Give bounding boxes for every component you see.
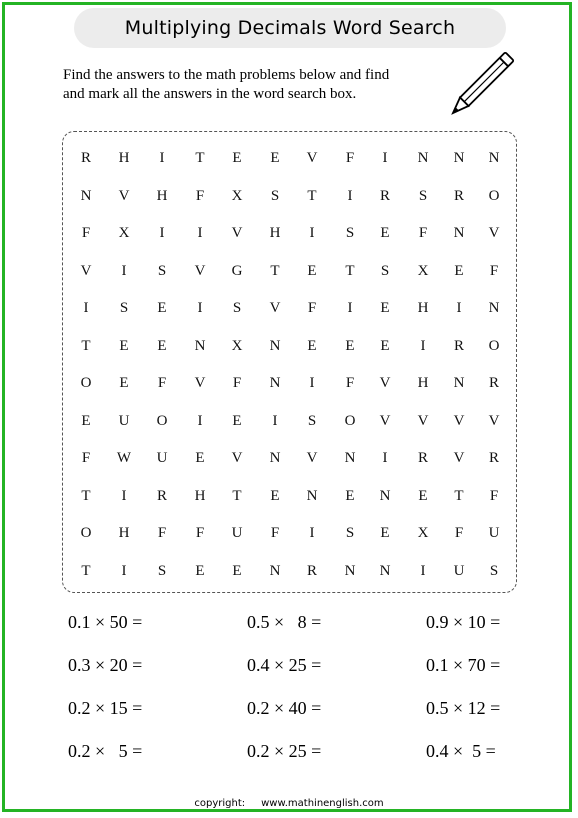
grid-letter[interactable]: V	[453, 412, 465, 429]
grid-letter[interactable]: V	[269, 300, 281, 316]
grid-letter[interactable]: F	[232, 375, 242, 391]
grid-letter[interactable]: R	[417, 450, 428, 466]
math-problem: 0.2 × 40 =	[247, 698, 322, 718]
grid-letter[interactable]: I	[197, 412, 203, 429]
grid-letter[interactable]: R	[379, 187, 390, 204]
grid-letter[interactable]: E	[380, 300, 390, 316]
math-problem: 0.3 × 20 =	[68, 655, 143, 675]
grid-letter[interactable]: O	[80, 525, 92, 541]
problem-list	[0, 610, 578, 770]
grid-letter[interactable]: E	[307, 337, 317, 354]
grid-letter[interactable]: N	[379, 562, 391, 579]
grid-letter[interactable]: S	[157, 562, 167, 579]
grid-letter[interactable]: S	[157, 262, 167, 279]
grid-letter[interactable]: F	[195, 187, 205, 204]
grid-letter[interactable]: E	[418, 487, 428, 504]
grid-letter[interactable]: F	[81, 225, 91, 241]
grid-letter[interactable]: T	[81, 562, 91, 579]
grid-letter[interactable]: I	[121, 487, 127, 504]
grid-row	[63, 523, 516, 543]
grid-letter[interactable]: U	[488, 525, 500, 541]
grid-letter[interactable]: F	[270, 525, 280, 541]
grid-letter[interactable]: U	[453, 562, 465, 579]
grid-letter[interactable]: I	[309, 525, 315, 541]
grid-letter[interactable]: S	[232, 300, 242, 316]
grid-letter[interactable]: T	[345, 262, 355, 279]
title-banner	[74, 8, 506, 48]
grid-letter[interactable]: V	[231, 225, 243, 241]
math-problem: 0.1 × 70 =	[426, 655, 501, 675]
grid-letter[interactable]: F	[418, 225, 428, 241]
grid-letter[interactable]: T	[81, 337, 91, 354]
grid-letter[interactable]: I	[309, 375, 315, 391]
grid-letter[interactable]: N	[488, 150, 500, 166]
grid-letter[interactable]: N	[379, 487, 391, 504]
page-title: Multiplying Decimals Word Search	[124, 17, 456, 39]
grid-letter[interactable]: V	[306, 450, 318, 466]
grid-letter[interactable]: N	[453, 375, 465, 391]
grid-letter[interactable]: E	[345, 337, 355, 354]
grid-letter[interactable]: E	[270, 487, 280, 504]
grid-letter[interactable]: I	[272, 412, 278, 429]
grid-letter[interactable]: V	[379, 412, 391, 429]
grid-letter[interactable]: S	[307, 412, 317, 429]
grid-letter[interactable]: V	[379, 375, 391, 391]
grid-letter[interactable]: I	[121, 562, 127, 579]
grid-row	[63, 261, 516, 281]
grid-letter[interactable]: N	[453, 225, 465, 241]
grid-letter[interactable]: F	[157, 525, 167, 541]
grid-letter[interactable]: H	[118, 150, 130, 166]
copyright-footer	[0, 798, 578, 809]
grid-letter[interactable]: R	[488, 450, 499, 466]
grid-letter[interactable]: F	[345, 150, 355, 166]
word-search-box	[62, 131, 517, 593]
grid-letter[interactable]: V	[306, 150, 318, 166]
grid-letter[interactable]: S	[380, 262, 390, 279]
grid-letter[interactable]: G	[231, 262, 243, 279]
grid-row	[63, 561, 516, 581]
grid-letter[interactable]: S	[119, 300, 129, 316]
grid-letter[interactable]: I	[420, 337, 426, 354]
grid-letter[interactable]: X	[118, 225, 130, 241]
grid-letter[interactable]: N	[453, 150, 465, 166]
grid-letter[interactable]: S	[418, 187, 428, 204]
math-problem: 0.5 × 12 =	[426, 698, 501, 718]
grid-letter[interactable]: N	[269, 337, 281, 354]
grid-letter[interactable]: I	[159, 225, 165, 241]
grid-letter[interactable]: E	[307, 262, 317, 279]
grid-letter[interactable]: R	[156, 487, 167, 504]
grid-letter[interactable]: N	[269, 450, 281, 466]
instructions-line-1: Find the answers to the math problems below and find	[63, 67, 390, 83]
grid-letter[interactable]: O	[80, 375, 92, 391]
grid-letter[interactable]: R	[488, 375, 499, 391]
grid-letter[interactable]: O	[156, 412, 168, 429]
grid-letter[interactable]: I	[83, 300, 89, 316]
grid-row	[63, 298, 516, 318]
copyright-site: www.mathinenglish.com	[261, 798, 384, 809]
grid-letter[interactable]: E	[157, 300, 167, 316]
grid-letter[interactable]: V	[231, 450, 243, 466]
grid-row	[63, 448, 516, 468]
grid-letter[interactable]: O	[344, 412, 356, 429]
grid-letter[interactable]: H	[118, 525, 130, 541]
grid-letter[interactable]: T	[232, 487, 242, 504]
grid-letter[interactable]: I	[347, 187, 353, 204]
math-problem: 0.9 × 10 =	[426, 612, 501, 632]
grid-letter[interactable]: E	[232, 412, 242, 429]
grid-letter[interactable]: X	[231, 337, 243, 354]
grid-letter[interactable]: T	[270, 262, 280, 279]
grid-letter[interactable]: I	[382, 450, 388, 466]
grid-letter[interactable]: O	[488, 337, 500, 354]
grid-letter[interactable]: E	[157, 337, 167, 354]
grid-row	[63, 148, 516, 168]
grid-letter[interactable]: V	[80, 262, 92, 279]
grid-letter[interactable]: S	[489, 562, 499, 579]
grid-letter[interactable]: E	[195, 562, 205, 579]
grid-letter[interactable]: I	[347, 300, 353, 316]
grid-letter[interactable]: E	[454, 262, 464, 279]
grid-letter[interactable]: H	[156, 187, 168, 204]
grid-letter[interactable]: T	[454, 487, 464, 504]
grid-letter[interactable]: N	[194, 337, 206, 354]
copyright-label: copyright:	[194, 798, 246, 809]
grid-letter[interactable]: X	[417, 262, 429, 279]
grid-letter[interactable]: T	[81, 487, 91, 504]
grid-letter[interactable]: W	[116, 450, 132, 466]
math-problem: 0.4 × 5 =	[426, 741, 496, 761]
pencil-icon	[432, 44, 522, 134]
grid-letter[interactable]: N	[80, 187, 92, 204]
grid-letter[interactable]: H	[417, 300, 429, 316]
grid-letter[interactable]: I	[121, 262, 127, 279]
grid-letter[interactable]: E	[195, 450, 205, 466]
grid-letter[interactable]: E	[380, 525, 390, 541]
grid-letter[interactable]: H	[417, 375, 429, 391]
grid-letter[interactable]: E	[380, 337, 390, 354]
grid-letter[interactable]: R	[306, 562, 317, 579]
grid-letter[interactable]: I	[309, 225, 315, 241]
math-problem: 0.1 × 50 =	[68, 612, 143, 632]
math-problem: 0.4 × 25 =	[247, 655, 322, 675]
grid-letter[interactable]: S	[270, 187, 280, 204]
grid-letter[interactable]: E	[119, 337, 129, 354]
grid-letter[interactable]: I	[197, 225, 203, 241]
grid-row	[63, 486, 516, 506]
grid-letter[interactable]: R	[453, 187, 464, 204]
grid-row	[63, 411, 516, 431]
grid-letter[interactable]: N	[269, 375, 281, 391]
grid-letter[interactable]: N	[344, 450, 356, 466]
grid-letter[interactable]: F	[454, 525, 464, 541]
grid-letter[interactable]: T	[307, 187, 317, 204]
grid-letter[interactable]: E	[380, 225, 390, 241]
grid-row	[63, 373, 516, 393]
grid-row	[63, 336, 516, 356]
grid-letter[interactable]: E	[81, 412, 91, 429]
math-problem: 0.5 × 8 =	[247, 612, 322, 632]
grid-letter[interactable]: R	[453, 337, 464, 354]
grid-letter[interactable]: F	[489, 487, 499, 504]
grid-letter[interactable]: N	[344, 562, 356, 579]
grid-letter[interactable]: E	[270, 150, 280, 166]
grid-letter[interactable]: S	[345, 225, 355, 241]
grid-letter[interactable]: F	[307, 300, 317, 316]
grid-letter[interactable]: V	[194, 375, 206, 391]
instructions	[63, 66, 443, 104]
grid-letter[interactable]: N	[269, 562, 281, 579]
grid-letter[interactable]: V	[417, 412, 429, 429]
grid-letter[interactable]: X	[417, 525, 429, 541]
grid-letter[interactable]: T	[195, 150, 205, 166]
grid-letter[interactable]: R	[80, 150, 91, 166]
instructions-line-2: and mark all the answers in the word search box.	[63, 86, 357, 102]
grid-letter[interactable]: U	[156, 450, 168, 466]
grid-letter[interactable]: E	[119, 375, 129, 391]
grid-letter[interactable]: V	[488, 225, 500, 241]
grid-letter[interactable]: F	[157, 375, 167, 391]
grid-letter[interactable]: H	[269, 225, 281, 241]
grid-letter[interactable]: V	[453, 450, 465, 466]
grid-letter[interactable]: N	[306, 487, 318, 504]
grid-letter[interactable]: F	[489, 262, 499, 279]
grid-letter[interactable]: V	[118, 187, 130, 204]
grid-row	[63, 223, 516, 243]
grid-letter[interactable]: X	[231, 187, 243, 204]
grid-letter[interactable]: E	[232, 150, 242, 166]
grid-row	[63, 186, 516, 206]
grid-letter[interactable]: F	[81, 450, 91, 466]
grid-letter[interactable]: N	[488, 300, 500, 316]
grid-letter[interactable]: O	[488, 187, 500, 204]
grid-letter[interactable]: E	[345, 487, 355, 504]
grid-letter[interactable]: I	[420, 562, 426, 579]
grid-letter[interactable]: I	[382, 150, 388, 166]
grid-letter[interactable]: I	[456, 300, 462, 316]
grid-letter[interactable]: H	[194, 487, 206, 504]
grid-letter[interactable]: V	[488, 412, 500, 429]
grid-letter[interactable]: I	[197, 300, 203, 316]
grid-letter[interactable]: U	[118, 412, 130, 429]
grid-letter[interactable]: N	[417, 150, 429, 166]
math-problem: 0.2 × 15 =	[68, 698, 143, 718]
grid-letter[interactable]: S	[345, 525, 355, 541]
grid-letter[interactable]: E	[232, 562, 242, 579]
grid-letter[interactable]: F	[345, 375, 355, 391]
grid-letter[interactable]: I	[159, 150, 165, 166]
math-problem: 0.2 × 25 =	[247, 741, 322, 761]
math-problem: 0.2 × 5 =	[68, 741, 143, 761]
word-search-grid	[63, 132, 516, 592]
grid-letter[interactable]: U	[231, 525, 243, 541]
grid-letter[interactable]: V	[194, 262, 206, 279]
grid-letter[interactable]: F	[195, 525, 205, 541]
